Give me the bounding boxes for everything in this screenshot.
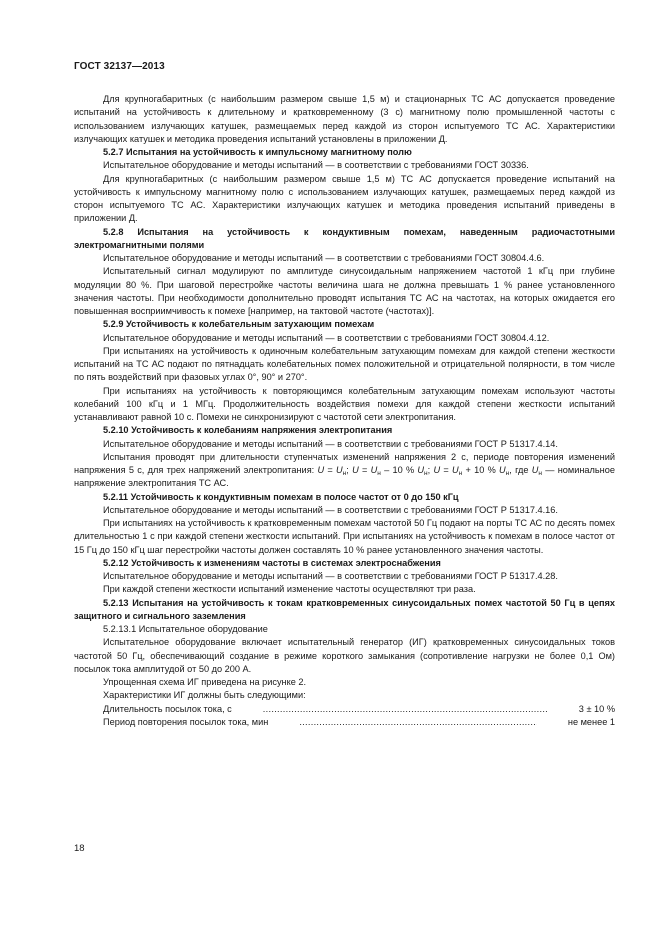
spec-label: Период повторения посылок тока, мин — [103, 716, 269, 727]
section-heading-5-2-10: 5.2.10 Устойчивость к колебаниям напряжения электропитания — [103, 425, 393, 436]
paragraph: Для крупногабаритных (с наибольшим размером свыше 1,5 м) и стационарных ТС АС допускается проведение испытаний на устойчивость к длительному и кратковременному (3 с) магнитному полю промышленной частоты с использованием излучающих катушек, размещаемых перед каждой из сторон испытуемого ТС АС. Характеристики излучающих катушек и методика проведения испытаний установлены в приложении Д. — [74, 94, 615, 144]
section-heading-5-2-11: 5.2.11 Устойчивость к кондуктивным помехам в полосе частот от 0 до 150 кГц — [103, 491, 459, 502]
paragraph: Упрощенная схема ИГ приведена на рисунке 2. — [103, 677, 307, 687]
document-body — [74, 93, 615, 729]
spec-value: 3 ± 10 % — [578, 703, 615, 714]
paragraph: Испытательное оборудование и методы испытаний — в соответствии с требованиями ГОСТ 30336. — [103, 160, 529, 171]
section-heading-5-2-8: 5.2.8 Испытания на устойчивость к кондуктивным помехам, наведенным радиочастотными электромагнитными полями — [74, 226, 615, 250]
paragraph: Характеристики ИГ должны быть следующими: — [103, 690, 306, 701]
paragraph-voltage-formula: Испытания проводят при длительности ступенчатых изменений напряжения 2 с, периоде повторения изменений напряжения 5 с, для трех напряжений электропитания: $U = U_н$; $U = U_н - 10$ % $U_н$; $U = U_н + 10$ % $U_н$, где $U_н$ — номинальное напряжение электропитания ТС АС. — [74, 451, 615, 489]
section-heading-5-2-7: 5.2.7 Испытания на устойчивость к импульсному магнитному полю — [103, 147, 412, 157]
leader-dots — [270, 716, 537, 729]
paragraph: Для крупногабаритных (с наибольшим размером свыше 1,5 м) ТС АС допускается проведение испытаний на устойчивость к импульсному магнитному полю с использованием излучающих катушек, размещаемых перед каждой из сторон испытуемого ТС АС. Характеристики излучающих катушек и методика проведения испытаний приведены в приложении Д. — [74, 173, 615, 224]
section-heading-5-2-9: 5.2.9 Устойчивость к колебательным затухающим помехам — [103, 319, 375, 330]
paragraph: Испытательное оборудование и методы испытаний — в соответствии с требованиями ГОСТ Р 51317.4.16. — [103, 504, 558, 515]
paragraph: Испытательное оборудование и методы испытаний — в соответствии с требованиями ГОСТ Р 51317.4.28. — [103, 571, 558, 581]
section-heading-5-2-12: 5.2.12 Устойчивость к изменениям частоты в системах электроснабжения — [103, 557, 441, 568]
document-header: ГОСТ 32137—2013 — [74, 61, 165, 72]
page-number: 18 — [74, 843, 85, 854]
section-heading-5-2-13: 5.2.13 Испытания на устойчивость к токам кратковременных синусоидальных помех частотой 50 Гц в цепях защитного и сигнального заземления — [74, 597, 615, 621]
paragraph: При испытаниях на устойчивость к кратковременным помехам частотой 50 Гц подают на порты ТС АС по десять помех длительностью 1 с при каждой степени жесткости испытаний. При испытаниях на устойчивость к помехам в полосе частот от 15 Гц до 150 кГц шаг перестройки частоты должен составлять 10 % ранее установленного значения частоты. — [74, 518, 615, 555]
spec-value: не менее 1 — [567, 716, 615, 727]
subsection-heading-5-2-13-1: 5.2.13.1 Испытательное оборудование — [103, 624, 268, 634]
spec-row-repeat-period — [74, 716, 615, 729]
spec-label: Длительность посылок тока, с — [103, 703, 232, 714]
paragraph: При испытаниях на устойчивость к повторяющимся колебательным затухающим помехам используют частоты колебаний 100 кГц и 1 МГц. Продолжительность воздействия помехи для каждой степени жесткости испытаний устанавливают равной 10 с. Помехи не синхронизируют с частотой сети электропитания. — [74, 385, 615, 422]
leader-dots — [234, 703, 548, 716]
paragraph: При испытаниях на устойчивость к одиночным колебательным затухающим помехам для каждой степени жесткости испытаний на ТС АС подают по пятнадцать колебательных помех положительной и отрицательной полярности, в том числе по пять воздействий при фазовых углах 0°, 90° и 270°. — [74, 345, 615, 383]
paragraph: При каждой степени жесткости испытаний изменение частоты осуществляют три раза. — [103, 584, 476, 595]
paragraph: Испытательное оборудование и методы испытаний — в соответствии с требованиями ГОСТ 30804.4.6. — [103, 253, 545, 263]
paragraph: Испытательное оборудование и методы испытаний — в соответствии с требованиями ГОСТ Р 51317.4.14. — [103, 438, 558, 449]
paragraph: Испытательный сигнал модулируют по амплитуде синусоидальным напряжением частотой 1 кГц при глубине модуляции 80 %. При шаговой перестройке частоты величина шага не должна превышать 1 % ранее установленного значения частоты. При необходимости дополнительно проводят испытания ТС АС на частотах, на которых ожидается его повышенная восприимчивость к помехе [например, на тактовой частоте (частотах)]. — [74, 266, 615, 316]
paragraph: Испытательное оборудование включает испытательный генератор (ИГ) кратковременных синусоидальных токов частотой 50 Гц, обеспечивающий создание в режиме короткого замыкания (сопротивление нагрузки не более 0,1 Ом) посылок тока амплитудой от 50 до 200 А. — [74, 637, 615, 674]
spec-row-pulse-duration — [74, 703, 615, 716]
paragraph: Испытательное оборудование и методы испытаний — в соответствии с требованиями ГОСТ 30804.4.12. — [103, 332, 550, 343]
